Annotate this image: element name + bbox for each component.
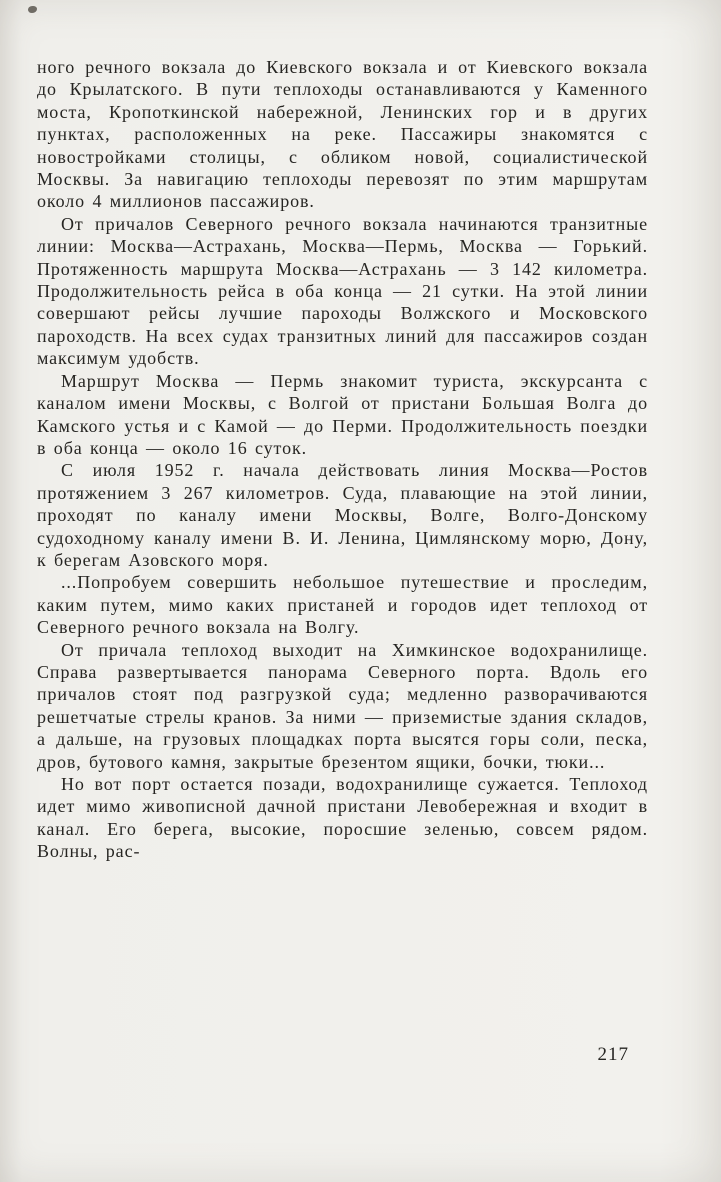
- scan-artifact: [28, 6, 37, 13]
- page-number: 217: [597, 1044, 629, 1065]
- paragraph: От причала теплоход выходит на Химкинское водохранилище. Справа развертывается панорама Северного порта. Вдоль его причалов стоят под разгрузкой суда; медленно разворачиваются решетчатые стрелы кранов. За ними — приземистые здания складов, а дальше, на грузовых площадках порта высятся горы соли, песка, дров, бутового камня, закрытые брезентом ящики, бочки, тюки...: [37, 639, 648, 772]
- paragraph: С июля 1952 г. начала действовать линия Москва—Ростов протяжением 3 267 километров. Суда, плавающие на этой линии, проходят по каналу имени Москвы, Волге, Волго-Донскому судоходному каналу имени В. И. Ленина, Цимлянскому морю, Дону, к берегам Азовского моря.: [37, 460, 648, 570]
- paragraph: От причалов Северного речного вокзала начинаются транзитные линии: Москва—Астрахань, Москва—Пермь, Москва — Горький. Протяженность маршрута Москва—Астрахань — 3 142 километра. Продолжительность рейса в оба конца — 21 сутки. На этой линии совершают рейсы лучшие пароходы Волжского и Московского пароходств. На всех судах транзитных линий для пассажиров создан максимум удобств.: [37, 213, 648, 369]
- page-text-block: [37, 56, 648, 863]
- paragraph: ...Попробуем совершить небольшое путешествие и проследим, каким путем, мимо каких пристаней и городов идет теплоход от Северного речного вокзала на Волгу.: [37, 572, 648, 638]
- paragraph: Но вот порт остается позади, водохранилище сужается. Теплоход идет мимо живописной дачной пристани Левобережная и входит в канал. Его берега, высокие, поросшие зеленью, совсем рядом. Волны, рас-: [37, 774, 648, 862]
- paragraph: Маршрут Москва — Пермь знакомит туриста, экскурсанта с каналом имени Москвы, с Волгой от пристани Большая Волга до Камского устья и с Камой — до Перми. Продолжительность поездки в оба конца — около 16 суток.: [37, 370, 648, 458]
- paragraph: ного речного вокзала до Киевского вокзала и от Киевского вокзала до Крылатского. В пути теплоходы останавливаются у Каменного моста, Кропоткинской набережной, Ленинских гор и в других пунктах, расположенных на реке. Пассажиры знакомятся с новостройками столицы, с обликом новой, социалистической Москвы. За навигацию теплоходы перевозят по этим маршрутам около 4 миллионов пассажиров.: [37, 57, 648, 212]
